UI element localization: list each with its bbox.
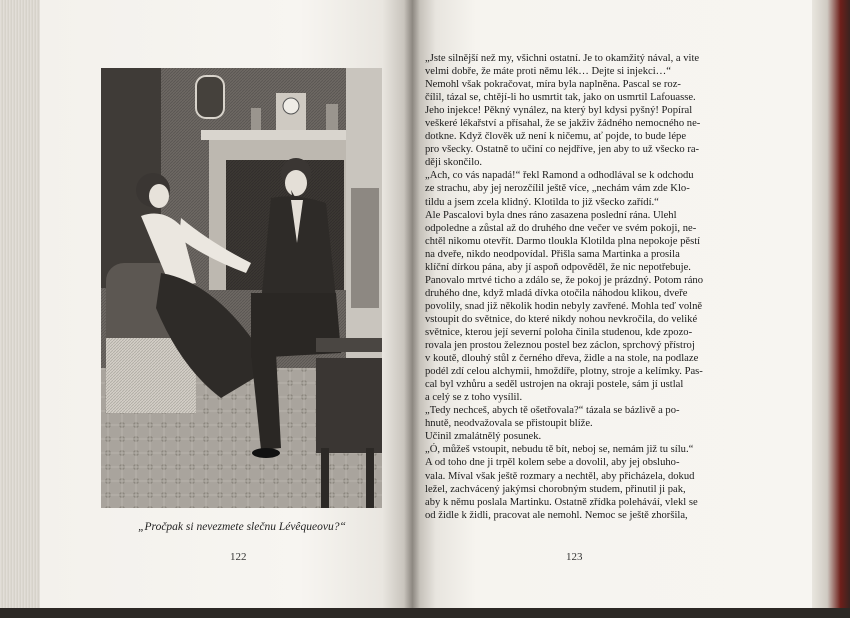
right-page-stack-edge <box>812 0 850 618</box>
page-number-right: 123 <box>566 551 583 563</box>
text-line: světnice, kterou její severní poloha činila studenou, kde zpozo- <box>425 326 693 338</box>
text-line: „Jste silnější než my, všichni ostatní. Je to okamžitý nával, a vite <box>425 53 700 64</box>
text-line: dotkne. Když člověk už není k ničemu, ať pojde, to bude lépe <box>425 131 687 143</box>
text-line: „Ach, co vás napadá!“ řekl Ramond a odhodlával se k odchodu <box>425 170 694 182</box>
text-line: podél zdí celou alchymii, hmoždíře, plotny, stroje a kelímky. Pas- <box>425 366 703 378</box>
text-line: „Ó, můžeš vstoupit, nebudu tě bít, neboj se, nemám již tu sílu.“ <box>425 444 694 456</box>
text-line: tildu a jsem zcela klidný. Klotilda to již všecko zařídí.“ <box>425 196 659 208</box>
text-line: na dveře, nikdo neodpovídal. Přišla sama Martinka a prosila <box>425 248 680 260</box>
text-line: odpoledne a zůstal až do druhého dne večer ve svém pokoji, ne- <box>425 222 697 234</box>
text-line: Učinil zmalátnělý posunek. <box>425 431 542 443</box>
text-line: cal byl vzhůru a seděl ustrojen na okraji postele, sám jí ustlal <box>425 379 684 391</box>
text-line: chtěl nikomu otevřít. Darmo tloukla Klotilda plna nepokoje pěstí <box>425 235 701 247</box>
text-line: „Tedy nechceš, abych tě ošetřovala?“ tázala se bázlivě a po- <box>425 405 680 417</box>
text-line: od židle k židli, pracovat ale nemohl. Nemoc se ještě zhoršila, <box>425 509 688 521</box>
illustration-caption: „Pročpak si nevezmete slečnu Lévêqueovu?“ <box>138 521 346 533</box>
text-line: Panovalo mrtvé ticho a zdálo se, že pokoj je prázdný. Potom ráno <box>425 274 704 286</box>
right-page-body-text <box>425 52 720 522</box>
text-line: pro všecky. Ostatně to učiní co nejdříve, jen aby to už všecko ra- <box>425 144 700 156</box>
text-line: Nemohl však pokračovat, míra byla naplněna. Pascal se roz- <box>425 79 681 91</box>
text-line: ležel, zachvácený jakýmsi chorobným studem, přinutil ji pak, <box>425 483 686 495</box>
engraving-illustration <box>101 68 382 508</box>
text-line: druhého dne, když mladá dívka otočila náhodou klikou, dveře <box>425 287 688 299</box>
text-line: ději skončilo. <box>425 157 483 169</box>
text-line: Ale Pascalovi byla dnes ráno zasazena poslední rána. Ulehl <box>425 209 677 221</box>
text-line: v koutě, dlouhý stůl z černého dřeva, židle a na stole, na podlaze <box>425 353 699 365</box>
text-line: rovala jen prostou železnou postel bez záclon, sprchový přístroj <box>425 340 695 352</box>
text-line: vala. Míval však ještě rozmary a nechtěl, aby přicházela, dokud <box>425 470 695 482</box>
text-line: hnutě, neodvažovala se přistoupit blíže. <box>425 418 593 430</box>
text-line: Jeho injekce! Pěkný vynález, na který byl kdysi pyšný! Popíral <box>425 105 693 117</box>
book-gutter <box>404 0 420 608</box>
text-line: a celý se z toho vysílil. <box>425 392 523 404</box>
text-line: čílil, tázal se, chtějí-li ho usmrtit tak, jako on usmrtil Lafouasse. <box>425 92 696 104</box>
left-page-stack-edge <box>0 0 40 618</box>
page-number-left: 122 <box>230 551 247 563</box>
scan-bottom-edge <box>0 608 850 618</box>
text-line: vstoupit do světnice, do které nikdy nohou nevkročila, do veliké <box>425 313 698 325</box>
text-line: ze strachu, aby jej nerozčílil ještě více, „nechám vám zde Klo- <box>425 183 690 195</box>
text-line: povolily, snad již několik hodin nebyly zavřené. Mohla teď volně <box>425 300 703 312</box>
text-line: aby k němu poslala Martinku. Ostatně zřídka poleháváí, vlekl se <box>425 496 698 508</box>
text-line: A od toho dne ji trpěl kolem sebe a dovolil, aby jej obsluho- <box>425 457 680 469</box>
text-line: velmi dobře, že máte proti němu lék… Dejte si injekci…“ <box>425 66 671 78</box>
text-line: veškeré lékařství a přísahal, že se jakživ žádného nemocného ne- <box>425 118 701 130</box>
text-line: klíční dírkou pána, aby jí aspoň odpověděl, že nic nepotřebuje. <box>425 261 691 273</box>
